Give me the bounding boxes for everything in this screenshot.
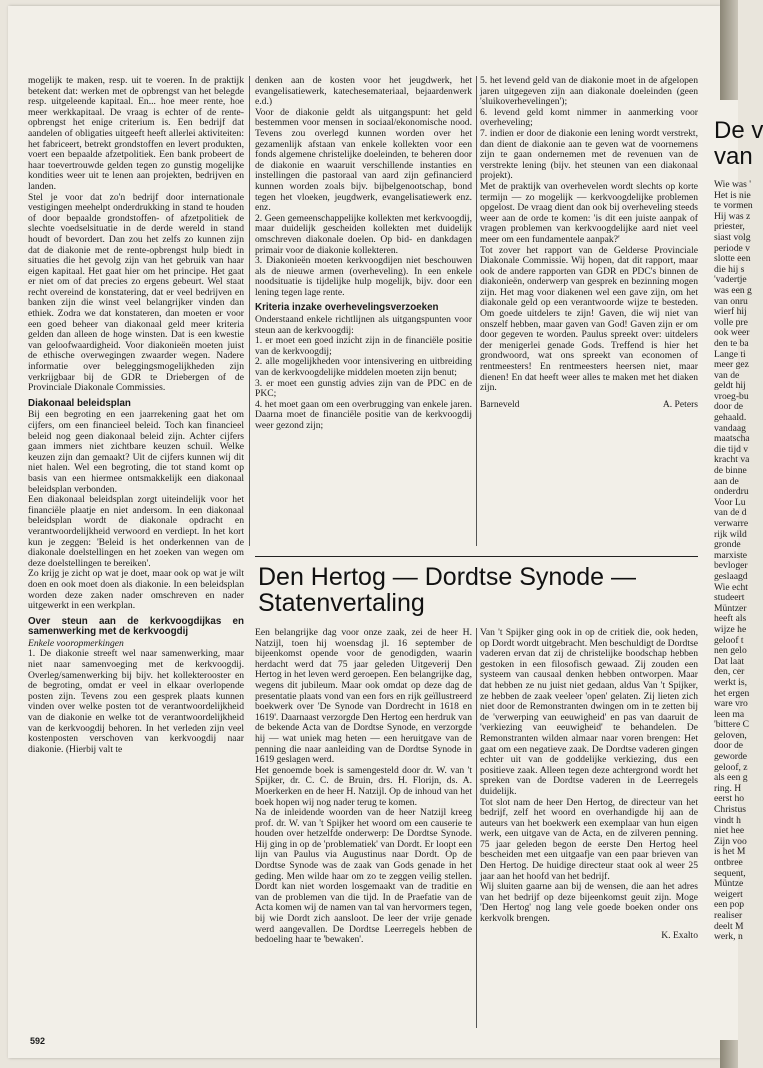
paragraph: Het genoemde boek is samengesteld door dr. W. van 't Spijker, dr. C. C. de Bruin, drs. H. Florijn, ds. A. Moerkerken en de heer H. Natzijl. Op de inhoud van het boek hopen wij nog nader terug te komen. xyxy=(255,764,472,808)
facing-page-line: sequent, xyxy=(714,867,746,879)
paragraph: Voor de diakonie geldt als uitgangspunt: het geld bestemmen voor mensen in sociaal/ekonomische nood. Tevens zou overlegd kunnen worden over het gezamenlijk afstaan van enkele kollekten voor een fonds algemene christelijke doeleinden, te beheren door de diakonie en waaruit verschillende instanties en instellingen die pastoraal van aard zijn gefinancierd kunnen worden zoals bijv. bijbelgenootschap, bond tegen het vloeken, jeugdwerk, evangelisatiewerk enz. enz. xyxy=(255,106,472,214)
paragraph: 3. er moet een gunstig advies zijn van de PDC en de PKC; xyxy=(255,377,472,400)
facing-page-line: realiser xyxy=(714,909,743,921)
paragraph: Een belangrijke dag voor onze zaak, zei de heer H. Natzijl, toen hij woensdag jl. 16 september de bijeenkomst opende voor de genodigden, waarin herdacht werd dat 75 jaar geleden Uitgeverij Den Hertog in het leven werd geroepen. Een belangrijke dag, wegens dit jubileum. Maar ook omdat op deze dag de presentatie plaats vond van een fors en rijk geïllustreerd boekwerk over 'De Synode van Dordrecht in 1618 en 1619'. Daarnaast verzorgde Den Hertog een herdruk van de bekende Acta van de Dordtse Synode, en verzorgde hij — wat uniek mag heten — een heruitgave van de penning die naar aanleiding van de Dordtse Synode in 1619 geslagen werd. xyxy=(255,627,472,766)
article-column-1 xyxy=(28,76,244,1010)
column-divider xyxy=(476,76,477,546)
facing-page-line: werkt is, xyxy=(714,676,748,688)
facing-page-line: die tijd v xyxy=(714,443,749,455)
facing-page-line: rijk wild xyxy=(714,528,747,540)
facing-page-line: den te ba xyxy=(714,337,749,349)
facing-page-line: marxiste xyxy=(714,549,748,561)
facing-page-line: door de xyxy=(714,401,744,413)
facing-page xyxy=(706,100,763,1040)
facing-page-line: nen gelo xyxy=(714,645,747,657)
facing-page-line: Wie echt xyxy=(714,581,748,593)
article-column-2 xyxy=(255,76,472,552)
facing-page-line: van de xyxy=(714,369,740,381)
paragraph: Stel je voor dat zo'n bedrijf door internationale vestigingen meehelpt onderdrukking in stand te houden of door bepaalde grondstoffen- of afzetpolitiek de slechte voedselsituatie in de derde wereld in stand houdt of bevordert. Dan zou het zelfs zo kunnen zijn dat de diakonie met de rente-opbrengst hulp biedt in situaties die het gevolg zijn van het gebruik van haar eigen kapitaal. Het gaat hier om het principe. Het gaat er niet om of dat precies zo ergens gebeurt. Wel staat recht overeind de konstatering, dat er veel bedrijven en banken zijn die winst veel belangrijker vinden dan ethiek. Zodra we dat konstateren, dan moeten er voor een goed beheer van diakonaal geld meer kriteria gelden dan alleen de hoge winsten. Dat is een kwestie van geloofwaardigheid. Voor diakonieën moeten juist de ethische overwegingen zwaarder wegen. Nadere informatie over beleggingsmogelijkheden zijn verkrijgbaar bij de GDR te Driebergen of de Provinciale Diakonale Commissies. xyxy=(28,191,244,394)
paragraph: 2. Geen gemeenschappelijke kollekten met kerkvoogdij, maar duidelijk gescheiden kollekten met duidelijk omschreven diakonale doelen. Op bid- en dankdagen primair voor de diakonie kollekteren. xyxy=(255,212,472,256)
facing-page-line: meer gez xyxy=(714,359,749,371)
facing-page-line: vroeg-bu xyxy=(714,390,749,402)
paragraph: 5. het levend geld van de diakonie moet in de afgelopen jaren uitgegeven zijn aan diakonale doeleinden (geen 'sluikoverhevelingen'); xyxy=(480,75,698,108)
facing-page-line: Zijn voo xyxy=(714,835,747,847)
facing-page-line: geloof t xyxy=(714,634,744,646)
paragraph: Een diakonaal beleidsplan zorgt uiteindelijk voor het financiële plaatje en niet andersom. In een diakonaal beleidsplan wordt de diakonale opdracht en verantwoordelijkheid verwoord en verdiept. In het kort kun je zeggen: 'Beleid is het onderkennen van de diakonale doelstellingen en het zoeken van wegen om deze doelstellingen te bereiken'. xyxy=(28,494,244,569)
paragraph: Tot slot nam de heer Den Hertog, de directeur van het bedrijf, zelf het woord en overhandigde hij aan de auteurs van het boekwerk een exemplaar van hun eigen werk, een uitgave van de Acta, en de zilveren penning. 75 jaar geleden begon de eerste Den Hertog heel bescheiden met een uitgaafje van een paar brieven van Den Hertog. De huidige directeur staat ook al weer 25 jaar aan het hoofd van het bedrijf. xyxy=(480,796,698,882)
column-divider xyxy=(249,76,250,546)
facing-page-line: Wie was ' xyxy=(714,179,752,190)
page-number: 592 xyxy=(30,1036,46,1046)
section-heading: Diakonaal beleidsplan xyxy=(28,397,131,409)
facing-page-line: kracht va xyxy=(714,454,750,466)
facing-page-line: maatscha xyxy=(714,433,750,445)
facing-page-line: heeft als xyxy=(714,613,747,625)
facing-page-line: ring. H xyxy=(714,782,742,794)
facing-page-line: een pop xyxy=(714,899,745,911)
facing-page-line: priester, xyxy=(714,221,745,233)
facing-page-line: deelt M xyxy=(714,920,744,932)
facing-page-line: wierf hij xyxy=(714,306,747,318)
facing-page-line: Lange ti xyxy=(714,348,746,360)
facing-page-line: gehaald. xyxy=(714,412,747,424)
facing-page-line: weigert xyxy=(714,888,743,900)
paragraph: Bij een begroting en een jaarrekening gaat het om cijfers, om een financieel beleid. Toch kan financieel beleid nog geen diakonaal beleid zijn. Achter cijfers gaan immers niet zichtbare keuzen schuil. Welke keuzen zijn dan gemaakt? Uit de cijfers kunnen wij dit niet halen. Wel een begroting, die tot stand komt op basis van een hiermee ontsmakkelijk een diakonaal beleidsplan verbonden. xyxy=(28,409,244,495)
facing-page-line: werk, n xyxy=(714,931,743,943)
facing-page-line: Het is nie xyxy=(714,189,751,201)
facing-page-line: te vormen xyxy=(714,200,753,212)
paragraph: 1. er moet een goed inzicht zijn in de financiële positie van de kerkvoogdij; xyxy=(255,335,472,357)
facing-page-line: periode v xyxy=(714,242,750,254)
article2-column-2 xyxy=(480,628,698,1032)
article2-column-1 xyxy=(255,628,472,1032)
facing-page-line: vandaag xyxy=(714,422,746,434)
facing-page-line: ontbree xyxy=(714,857,743,868)
facing-page-line: leen ma xyxy=(714,708,745,720)
facing-page-line: den, cer xyxy=(714,666,745,678)
facing-page-line: niet hee xyxy=(714,825,745,837)
facing-page-line: Müntze xyxy=(714,878,744,890)
facing-page-line: verwarre xyxy=(714,518,749,529)
paragraph: denken aan de kosten voor het jeugdwerk, het evangelisatiewerk, katechesemateriaal, bejaardenwerk e.d.) xyxy=(255,75,472,108)
facing-page-line: ook weer xyxy=(714,327,750,339)
facing-page-line: geworde xyxy=(714,751,748,763)
section-rule xyxy=(255,556,698,557)
signature-row xyxy=(480,400,698,411)
paragraph: Met de praktijk van overhevelen wordt slechts op korte termijn — zo mogelijk — kerkvoogdelijke problemen opgelost. De vraag dient dan ook bij overheveling steeds weer aan de orde te komen: 'is dit een juiste aanpak of vragen problemen van kerkvoogdelijke aard niet veel meer om een fundamentele aanpak?' xyxy=(480,180,698,245)
facing-page-line: de binne xyxy=(714,465,747,477)
paragraph: 6. levend geld komt nimmer in aanmerking voor overheveling; xyxy=(480,106,698,129)
facing-page-line: onderdru xyxy=(714,486,749,498)
facing-page-line: Hij was z xyxy=(714,210,751,222)
facing-page-line: die hij s xyxy=(714,263,745,275)
facing-page-line: Müntzer xyxy=(714,602,747,614)
section-heading: Kriteria inzake overhevelingsverzoeken xyxy=(255,302,439,314)
facing-page-line: geslaagd xyxy=(714,570,748,582)
facing-page-line: eerst ho xyxy=(714,793,745,805)
facing-page-line: bevloger xyxy=(714,560,748,572)
facing-page-line: geloof, z xyxy=(714,761,748,773)
facing-page-title: De v van xyxy=(714,117,763,170)
article-column-3 xyxy=(480,76,698,550)
facing-page-line: vindt h xyxy=(714,814,741,826)
facing-page-line: Voor Lu xyxy=(714,496,746,508)
paragraph: 3. Diakonieën moeten kerkvoogdijen niet beschouwen als de nieuwe armen (overheveling). In een enkele noodsituatie is tijdelijke hulp mogelijk, bijv. door een lening tegen lage rente. xyxy=(255,255,472,298)
facing-page-line: het ergen xyxy=(714,687,750,699)
facing-page-line: Christus xyxy=(714,804,746,816)
facing-page-line: is het M xyxy=(714,846,746,858)
paragraph: Van 't Spijker ging ook in op de critiek die, ook heden, op Dordt wordt uitgebracht. Men beschuldigt de Dordtse vaderen ervan dat zij de christelijke boodschap hebben gestoken in een filosofisch gewaad. Zij zouden een systeem van causaal denken hebben ontworpen. Maar dat hebben ze nu juist niet gedaan, aldus Van 't Spijker, ze hebben de zaak veeleer 'open' gelaten. Zij lieten zich niet door de Remonstranten dwingen om in te zetten bij de 'verwerping van eeuwigheid' en pas van daaruit de 'verkiezing van eeuwigheid' te behandelen. De Remonstranten wilden almaar naar voren brengen: Het gaat om een negatieve zaak. De Dordtse vaderen gingen echter uit van de goddelijke verkiezing, dus een positieve zaak. Alleen tegen deze achtergrond wordt het spreken van de Dordtse vaderen in de Leerregels duidelijk. xyxy=(480,627,698,797)
signature-name: A. Peters xyxy=(662,398,698,410)
paragraph: mogelijk te maken, resp. uit te voeren. In de praktijk betekent dat: werken met de opbrengst van het belegde resp. uitgeleende kapitaal. En... hoe meer rente, hoe meer werkkapitaal. De vraag is echter of de rente-opbrengst het enige criterium is. Een bedrijf dat aandelen of obligaties uitgeeft heeft allerlei aktiviteiten: het fabriceert, betrekt grondstoffen en levert produkten, voert een bepaalde afzetpolitiek. Een bank probeert de haar toevertrouwde gelden tegen zo gunstig mogelijke kondities weer uit te lenen aan projekten, bedrijven en landen. xyxy=(28,75,244,192)
column-divider xyxy=(476,628,477,1028)
facing-page-line: 'vadertje xyxy=(714,274,747,286)
facing-page-text xyxy=(714,180,753,943)
facing-page-line: 'bittere C xyxy=(714,719,750,731)
facing-page-line: van de d xyxy=(714,507,747,519)
paragraph: 2. alle mogelijkheden voor intensivering en uitbreiding van de kerkvoogdelijke middelen moeten zijn benut; xyxy=(255,356,472,379)
paragraph: 1. De diakonie streeft wel naar samenwerking, maar niet naar samenvoeging met de kerkvoogdij. Overleg/samenwerking bij bijv. het kollekterooster en de begroting, omdat er veel in elkaar overlopende posten zijn. Tevens zou een gesprek plaats kunnen vinden over welke posten tot de verantwoordelijkheid van de diakonie en welke tot de verantwoordelijkheid van de kerkvoogdij behoren. In het verleden zijn veel kostenposten verschoven van kerkvoogdij naar diakonie. (Hierbij valt te xyxy=(28,648,244,755)
facing-page-line: door de xyxy=(714,740,744,752)
subheading: Enkele vooropmerkingen xyxy=(28,637,124,649)
paragraph: 4. het moet gaan om een overbrugging van enkele jaren. Daarna moet de financiële positie van de kerkvoogdij weer gezond zijn; xyxy=(255,398,472,431)
facing-page-line: was een g xyxy=(714,284,752,296)
facing-page-line: studeert xyxy=(714,592,745,604)
facing-page-line: geldt hij xyxy=(714,380,746,392)
paragraph: Onderstaand enkele richtlijnen als uitgangspunten voor steun aan de kerkvoogdij: xyxy=(255,314,472,336)
facing-page-line: als een g xyxy=(714,772,748,784)
paragraph: Wij sluiten gaarne aan bij de wensen, die aan het adres van het bedrijf op deze bijeenkomst geuit zijn. Moge 'Den Hertog' nog lang vele goede boeken onder ons kerkvolk brengen. xyxy=(480,881,698,925)
facing-page-line: slotte een xyxy=(714,253,751,265)
facing-page-line: ware vro xyxy=(714,698,748,710)
facing-page-line: wijze he xyxy=(714,623,747,635)
facing-page-line: aan de xyxy=(714,475,739,487)
paragraph: 7. indien er door de diakonie een lening wordt verstrekt, dan dient de diakonie aan te geven wat de voornemens zijn te gaan ondernemen met de revenuen van de verstrekte lening (bijv. het steunen van een diakonaal projekt). xyxy=(480,127,698,182)
paragraph: Na de inleidende woorden van de heer Natzijl kreeg prof. dr. W. van 't Spijker het woord om een causerie te houden over hetzelfde onderwerp: De Dordtse Synode. Hij ging in op de 'problematiek' van Dordt. Er loopt een lijn van Paulus via Augustinus naar Dordt. Op de Dordtse Synode was de zaak van Gods genade in het geding. Men wilde haar om zo te zeggen veilig stellen. Dordt kan niet worden losgemaakt van de traditie en van de problemen van die tijd. In de Praefatie van de Acta komen wij de namen van tal van hervormers tegen, bij wie Dordt zich aansloot. De leer der vrije genade werd aangevallen. De Dordtse Leerregels hebben de bedoeling haar te 'bewaken'. xyxy=(255,807,472,946)
facing-page-line: siast volg xyxy=(714,231,751,243)
facing-page-line: volle pre xyxy=(714,316,748,328)
facing-page-line: gronde xyxy=(714,539,741,551)
signature-place: Barneveld xyxy=(480,398,520,410)
paragraph: Tot zover het rapport van de Gelderse Provinciale Diakonale Commissie. Wij hopen, dat dit rapport, maar ook de andere rapporten van GDR en PDC's binnen de diakonieën, onderwerp van gesprek en bezinning mogen zijn. Het mag voor diakenen wel een gave zijn, om het diakonale geld op een verantwoorde wijze te besteden. Om goede uitdelers te zijn! Gaven, die wij niet van onszelf hebben, maar gaven van God! Gaven zijn er om door gegeven te worden. Paulus spreekt over: uitdelers der menigerlei genade Gods. Treffend is hier het grondwoord, wat ons spreekt van economen of rentmeesters! En rentmeesters heersen niet, maar dienen! En dat heeft weer alles te maken met het diaken zijn. xyxy=(480,244,698,394)
signature-name: K. Exalto xyxy=(661,929,698,941)
facing-page-line: geloven, xyxy=(714,729,747,741)
facing-page-line: Dat laat xyxy=(714,655,745,667)
paragraph: Zo krijg je zicht op wat je doet, maar ook op wat je wilt doen en ook moet doen als diakonie. In een beleidsplan worden deze zaken nader omschreven en nader uitgewerkt in een werkplan. xyxy=(28,568,244,612)
section-heading: Over steun aan de kerkvoogdijkas en samenwerking met de kerkvoogdij xyxy=(28,615,244,638)
facing-page-line: van onru xyxy=(714,295,748,307)
article-headline: Den Hertog — Dordtse Synode — Statenvertaling xyxy=(258,563,636,617)
